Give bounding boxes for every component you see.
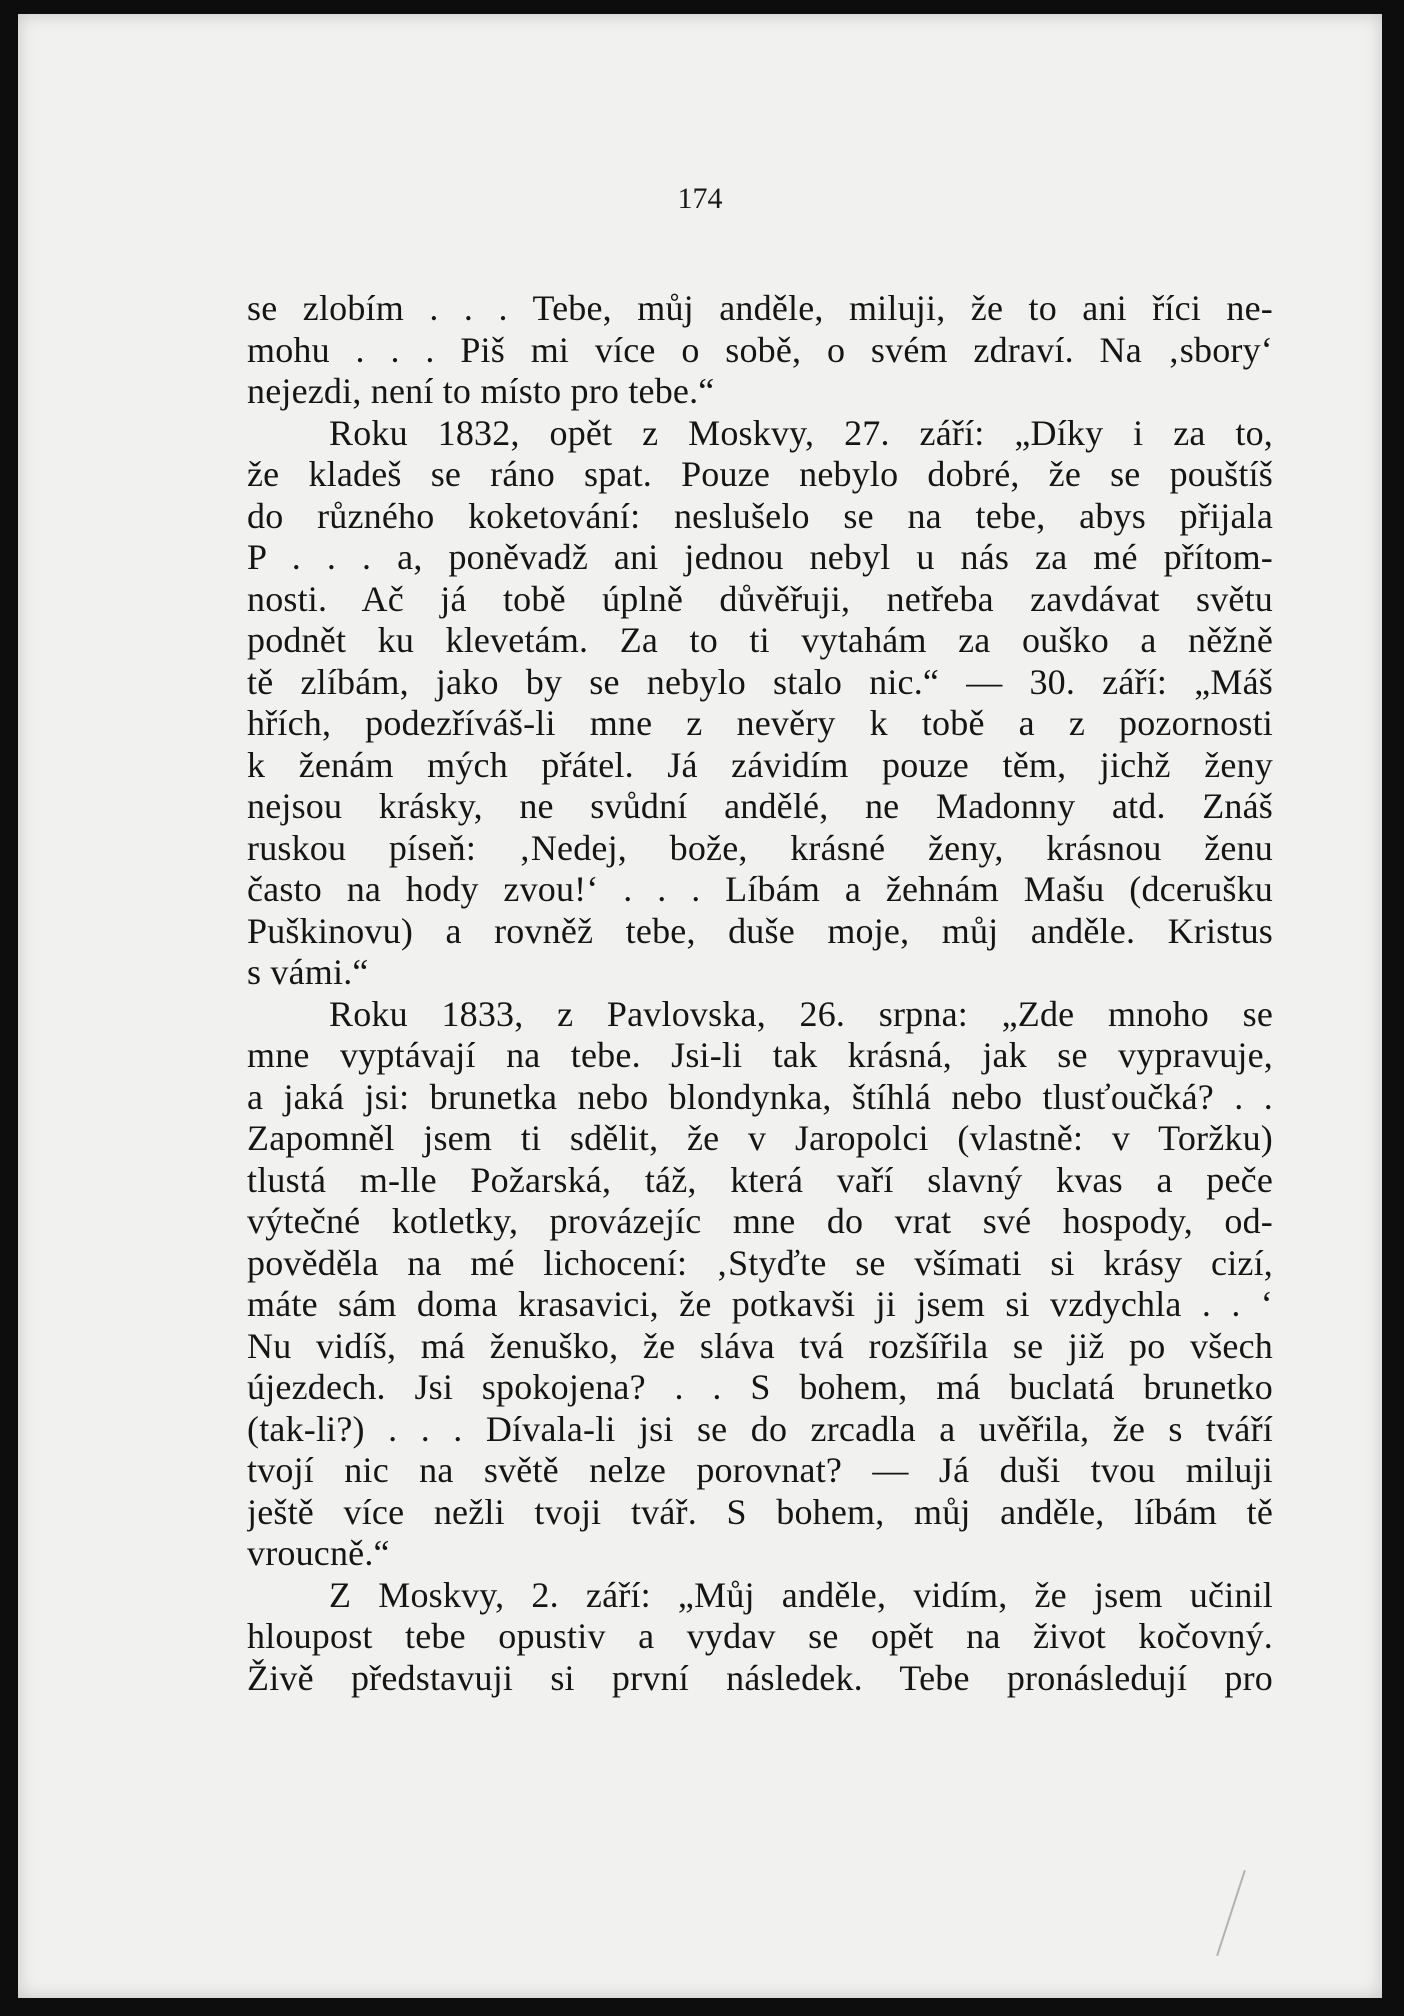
text-line: P . . . a, poněvadž ani jednou nebyl u nás za mé přítom- (247, 537, 1273, 577)
text-line: do různého koketování: neslušelo se na tebe, abys přijala (247, 495, 1273, 536)
text-line: výtečné kotletky, provázejíc mne do vrat své hospody, od- (247, 1201, 1273, 1241)
text-line: k ženám mých přátel. Já závidím pouze těm, jichž ženy (247, 744, 1273, 785)
scan-artifact (1216, 1870, 1246, 1956)
text-line: mne vyptávají na tebe. Jsi-li tak krásná, jak se vypravuje, (247, 1035, 1273, 1075)
text-line: Z Moskvy, 2. září: „Můj anděle, vidím, že jsem učinil (329, 1574, 1273, 1615)
text-line: Roku 1832, opět z Moskvy, 27. září: „Díky i za to, (329, 412, 1273, 453)
text-line: Živě představuji si první následek. Tebe pronásledují pro (247, 1657, 1273, 1698)
text-line: s vámi.“ (247, 952, 369, 992)
text-line: (tak-li?) . . . Dívala-li jsi se do zrcadla a uvěřila, že s tváří (247, 1408, 1273, 1449)
text-line: Zapomněl jsem ti sdělit, že v Jaropolci (vlastně: v Toržku) (247, 1118, 1273, 1158)
text-line: hloupost tebe opustiv a vydav se opět na život kočovný. (247, 1616, 1273, 1656)
text-line: a jaká jsi: brunetka nebo blondynka, štíhlá nebo tlusťoučká? . . (247, 1076, 1273, 1117)
text-line: ruskou píseň: ‚Nedej, bože, krásné ženy, krásnou ženu (247, 827, 1273, 868)
text-line: Roku 1833, z Pavlovska, 26. srpna: „Zde mnoho se (329, 993, 1273, 1034)
body-text (247, 288, 1273, 1699)
text-line: hřích, podezříváš-li mne z nevěry k tobě a z pozornosti (247, 703, 1273, 743)
book-page (18, 14, 1382, 1998)
text-line: nejezdi, není to místo pro tebe.“ (247, 371, 715, 411)
text-line: často na hody zvou!‘ . . . Líbám a žehnám Mašu (dcerušku (247, 869, 1273, 909)
text-line: máte sám doma krasavici, že potkavši ji jsem si vzdychla . . ‘ (247, 1284, 1273, 1324)
text-line: nejsou krásky, ne svůdní andělé, ne Madonny atd. Znáš (247, 786, 1273, 826)
text-line: tvojí nic na světě nelze porovnat? — Já duši tvou miluji (247, 1450, 1273, 1490)
text-line: nosti. Ač já tobě úplně důvěřuji, netřeba zavdávat světu (247, 578, 1273, 619)
text-line: tě zlíbám, jako by se nebylo stalo nic.“ — 30. září: „Máš (247, 661, 1273, 702)
text-line: podnět ku klevetám. Za to ti vytahám za ouško a něžně (247, 620, 1273, 660)
text-line: že kladeš se ráno spat. Pouze nebylo dobré, že se pouštíš (247, 454, 1273, 494)
text-line: vroucně.“ (247, 1533, 390, 1573)
text-line: Nu vidíš, má ženuško, že sláva tvá rozšířila se již po všech (247, 1325, 1273, 1366)
text-line: ještě více nežli tvoji tvář. S bohem, můj anděle, líbám tě (247, 1491, 1273, 1532)
text-line: pověděla na mé lichocení: ‚Styďte se všímati si krásy cizí, (247, 1242, 1273, 1283)
text-line: mohu . . . Piš mi více o sobě, o svém zdraví. Na ‚sbory‘ (247, 329, 1273, 370)
page-number: 174 (677, 182, 723, 215)
text-line: Puškinovu) a rovněž tebe, duše moje, můj anděle. Kristus (247, 910, 1273, 951)
text-line: tlustá m-lle Požarská, táž, která vaří slavný kvas a peče (247, 1159, 1273, 1200)
text-line: se zlobím . . . Tebe, můj anděle, miluji, že to ani říci ne- (247, 288, 1273, 328)
text-line: újezdech. Jsi spokojena? . . S bohem, má buclatá brunetko (247, 1367, 1273, 1407)
